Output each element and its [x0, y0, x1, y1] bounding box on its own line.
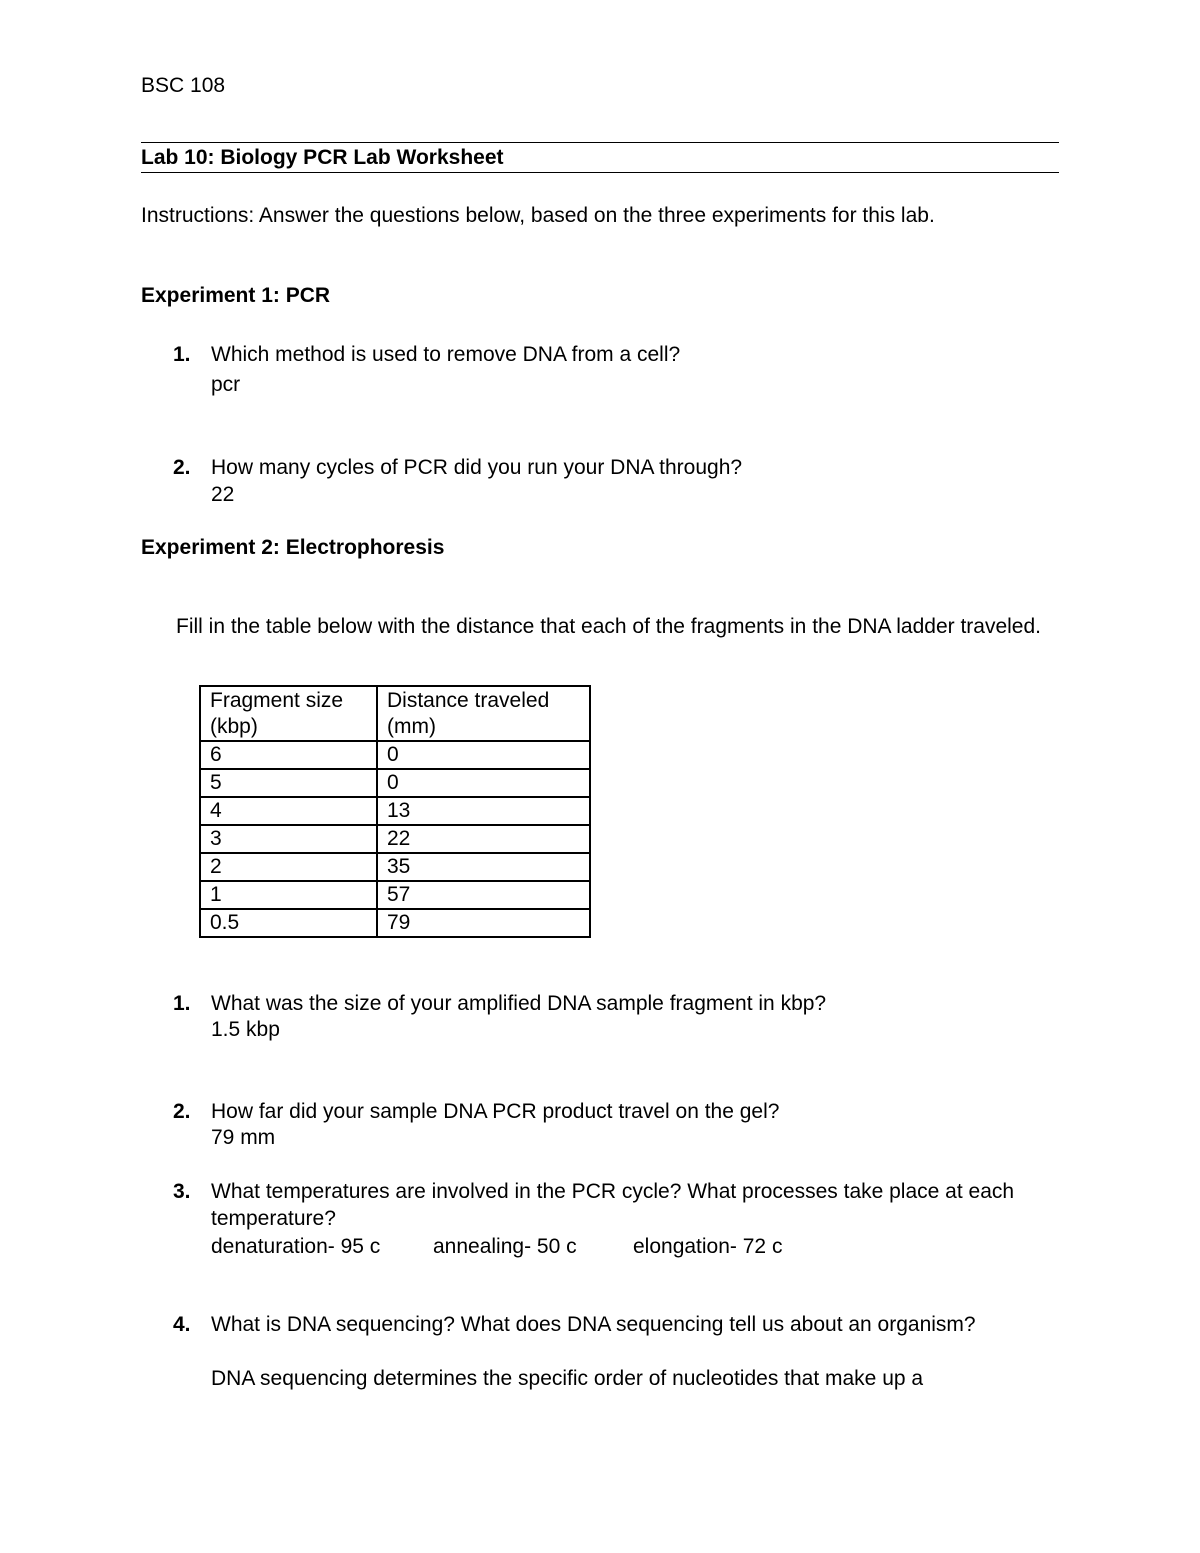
column-header-distance: Distance traveled (mm)	[377, 686, 590, 741]
denaturation-answer: denaturation- 95 c	[211, 1235, 381, 1258]
exp1-question-2-number: 2.	[173, 456, 191, 479]
exp2-question-4-answer: DNA sequencing determines the specific order of nucleotides that make up a	[211, 1367, 924, 1390]
table-instructions: Fill in the table below with the distance that each of the fragments in the DNA ladder traveled.	[176, 615, 1041, 638]
title-rule-bottom	[141, 172, 1059, 173]
fragment-size-cell: 3	[200, 825, 377, 853]
table-row	[200, 909, 590, 937]
distance-cell: 22	[377, 825, 590, 853]
distance-cell: 13	[377, 797, 590, 825]
fragment-size-cell: 0.5	[200, 909, 377, 937]
exp1-question-1-number: 1.	[173, 343, 191, 366]
exp2-question-4-number: 4.	[173, 1313, 191, 1336]
fragment-size-cell: 1	[200, 881, 377, 909]
instructions-text: Instructions: Answer the questions below, based on the three experiments for this lab.	[141, 204, 935, 227]
fragment-size-cell: 4	[200, 797, 377, 825]
experiment-2-heading: Experiment 2: Electrophoresis	[141, 536, 445, 559]
exp2-question-1-number: 1.	[173, 992, 191, 1015]
exp2-question-4-text: What is DNA sequencing? What does DNA sequencing tell us about an organism?	[211, 1313, 976, 1336]
exp2-question-1-text: What was the size of your amplified DNA sample fragment in kbp?	[211, 992, 827, 1015]
exp2-question-2-number: 2.	[173, 1100, 191, 1123]
table-row	[200, 797, 590, 825]
distance-cell: 0	[377, 769, 590, 797]
exp1-question-1-answer: pcr	[211, 373, 241, 396]
table-row	[200, 853, 590, 881]
exp1-question-2-answer: 22	[211, 483, 235, 506]
fragment-size-cell: 5	[200, 769, 377, 797]
fragment-size-cell: 2	[200, 853, 377, 881]
course-code: BSC 108	[141, 74, 226, 97]
dna-ladder-table	[199, 685, 591, 938]
exp2-question-3-number: 3.	[173, 1180, 191, 1203]
exp1-question-2-text: How many cycles of PCR did you run your DNA through?	[211, 456, 743, 479]
fragment-size-cell: 6	[200, 741, 377, 769]
exp1-question-1-text: Which method is used to remove DNA from a cell?	[211, 343, 681, 366]
distance-cell: 0	[377, 741, 590, 769]
annealing-answer: annealing- 50 c	[433, 1235, 577, 1258]
exp2-question-2-text: How far did your sample DNA PCR product travel on the gel?	[211, 1100, 780, 1123]
distance-cell: 79	[377, 909, 590, 937]
distance-cell: 35	[377, 853, 590, 881]
title-rule-top	[141, 142, 1059, 143]
table-row	[200, 769, 590, 797]
experiment-1-heading: Experiment 1: PCR	[141, 284, 331, 307]
table-row	[200, 741, 590, 769]
table-row	[200, 881, 590, 909]
elongation-answer: elongation- 72 c	[633, 1235, 783, 1258]
table-header-row	[200, 686, 590, 741]
exp2-question-1-answer: 1.5 kbp	[211, 1018, 280, 1041]
exp2-question-3-answer	[211, 1233, 1011, 1260]
table-row	[200, 825, 590, 853]
worksheet-title: Lab 10: Biology PCR Lab Worksheet	[141, 146, 504, 169]
exp2-question-3-text: What temperatures are involved in the PCR cycle? What processes take place at each temperature?	[211, 1180, 1015, 1230]
column-header-fragment-size: Fragment size (kbp)	[200, 686, 377, 741]
distance-cell: 57	[377, 881, 590, 909]
exp2-question-2-answer: 79 mm	[211, 1126, 276, 1149]
